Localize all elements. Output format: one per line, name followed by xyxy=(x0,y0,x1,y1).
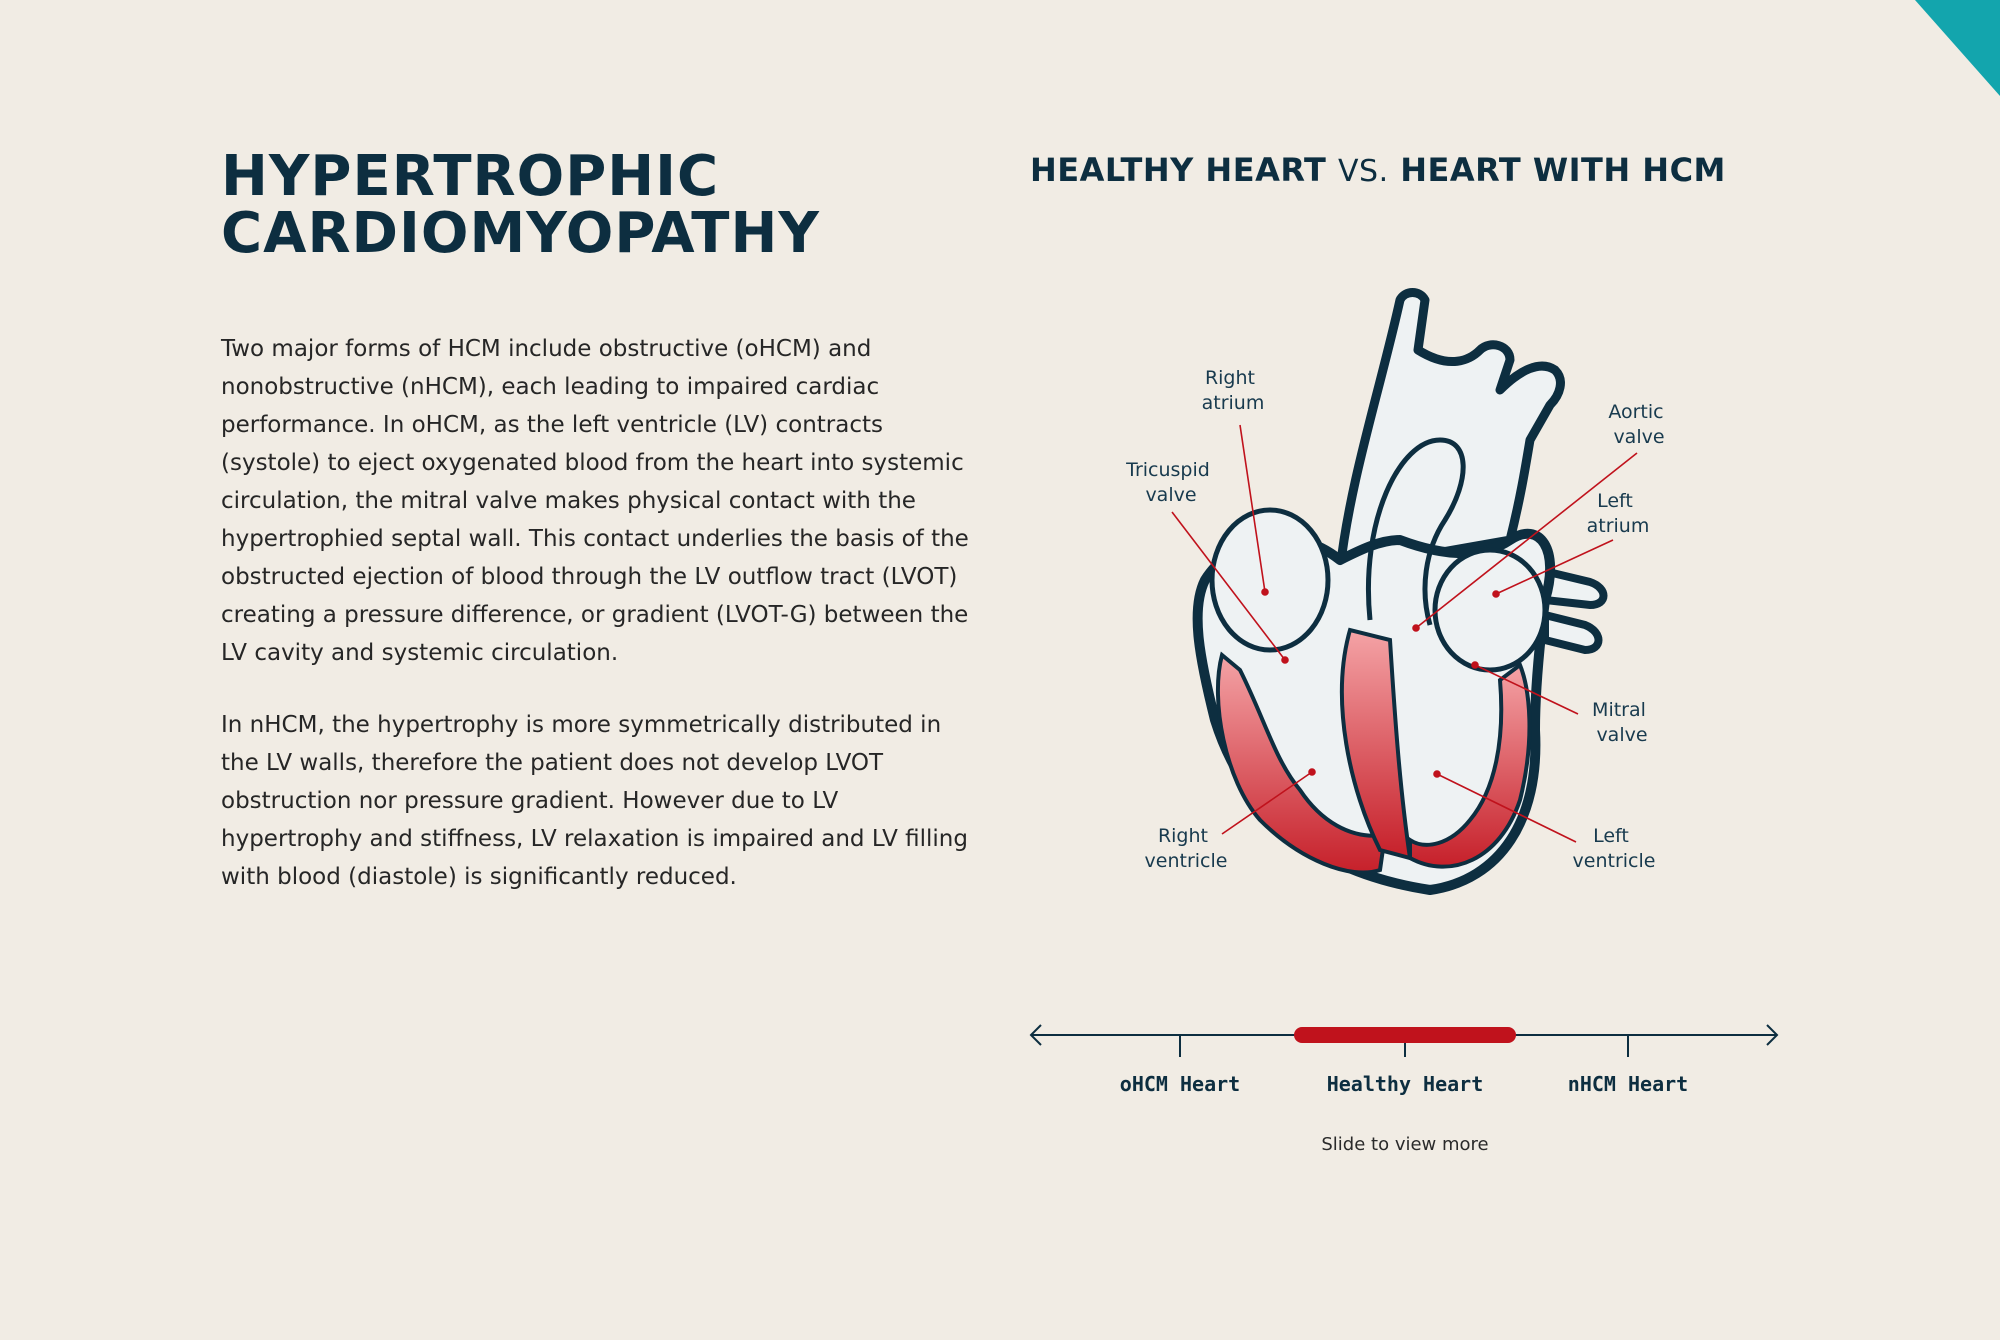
label-mitral-valve: Mitral valve xyxy=(1592,699,1648,746)
label-left-atrium: Left atrium xyxy=(1586,490,1650,537)
page-title-line1: HYPERTROPHIC xyxy=(221,144,720,209)
label-left-ventricle: Left ventricle xyxy=(1572,825,1656,872)
diagram-title-part1: HEALTHY HEART xyxy=(1030,151,1338,189)
paragraph: In nHCM, the hypertrophy is more symmetrically distributed in the LV walls, therefore the patient does not develop LVOT obstruction nor pressure gradient. However due to LV hypertrophy and stiffness, LV relaxation is impaired and LV filling with blood (diastole) is significantly reduced. xyxy=(221,712,968,890)
page-title-line2: CARDIOMYOPATHY xyxy=(221,201,820,266)
slider-stop-ohcm[interactable]: oHCM Heart xyxy=(1119,1072,1241,1096)
slider-stop-healthy[interactable]: Healthy Heart xyxy=(1326,1072,1484,1096)
left-atrium-shape xyxy=(1435,550,1545,670)
diagram-title xyxy=(1030,150,1726,192)
heart-diagram xyxy=(1100,280,1700,920)
slider-stop-nhcm[interactable]: nHCM Heart xyxy=(1567,1072,1689,1096)
label-right-ventricle: Right ventricle xyxy=(1144,825,1228,872)
article xyxy=(221,144,981,930)
page-title xyxy=(221,144,981,266)
corner-accent xyxy=(1915,0,2000,96)
slider-hint: Slide to view more xyxy=(1321,1134,1489,1155)
article-body xyxy=(221,330,981,896)
paragraph: Two major forms of HCM include obstructive (oHCM) and nonobstructive (nHCM), each leading to impaired cardiac performance. In oHCM, as the left ventricle (LV) contracts (systole) to eject oxygenated blood from the heart into systemic circulation, the mitral valve makes physical contact with the hypertrophied septal wall. This contact underlies the basis of the obstructed ejection of blood through the LV outflow tract (LVOT) creating a pressure difference, or gradient (LVOT-G) between the LV cavity and systemic circulation. xyxy=(221,336,969,666)
heart-type-slider[interactable] xyxy=(1025,1010,1785,1160)
diagram-title-part2: HEART WITH HCM xyxy=(1388,151,1726,189)
diagram-title-vs: VS. xyxy=(1338,154,1389,189)
slider-track[interactable] xyxy=(1025,1010,1785,1070)
label-tricuspid-valve: Tricuspid valve xyxy=(1126,459,1210,506)
right-atrium-shape xyxy=(1212,510,1328,650)
label-right-atrium: Right atrium xyxy=(1201,367,1265,414)
label-aortic-valve: Aortic valve xyxy=(1608,401,1665,448)
